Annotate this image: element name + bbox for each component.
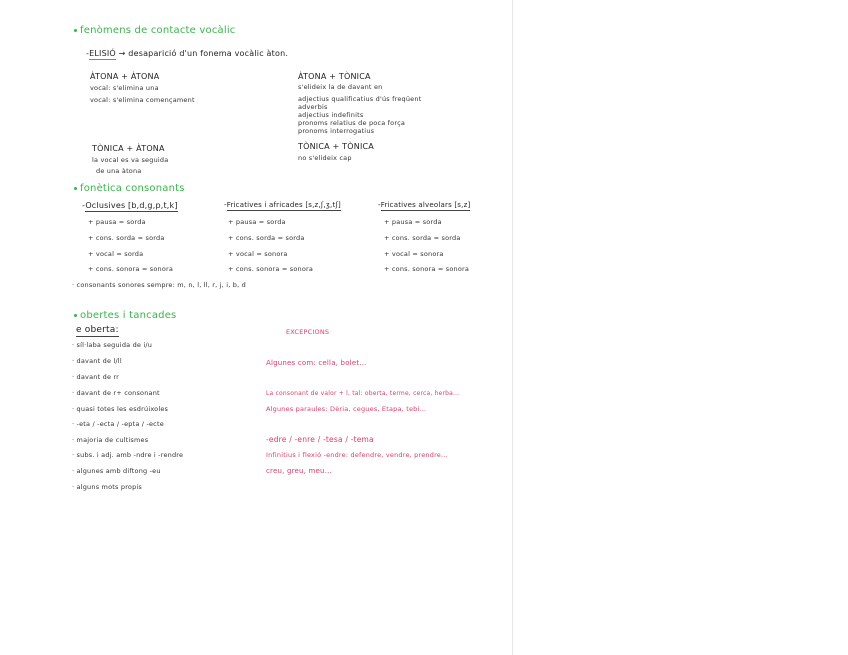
col2-item: + cons. sorda = sorda — [228, 234, 305, 242]
rule-item: · alguns mots propis — [72, 483, 143, 491]
rule-item: · subs. i adj. amb -ndre i -rendre — [72, 451, 184, 459]
atona-tonica-line: adverbis — [298, 103, 328, 111]
col1-item: + cons. sonora = sonora — [88, 265, 174, 273]
exception-item: Infinitius i flexió -endre: defendre, vendre, prendre... — [266, 451, 448, 459]
rule-item: · algunes amb diftong -eu — [72, 467, 161, 475]
rule-item: · davant de r+ consonant — [72, 389, 160, 397]
exception-item: -edre / -enre / -tesa / -tema — [266, 435, 374, 444]
atona-tonica-line: s'elideix la de davant en — [298, 83, 383, 91]
col3-heading: -Fricatives alveolars [s,z] — [378, 201, 471, 209]
col1-item: + vocal = sorda — [88, 250, 144, 258]
col1-item: + pausa = sorda — [88, 218, 146, 226]
rule-item: · davant de l/ll — [72, 357, 122, 365]
atona-atona-line: vocal: s'elimina començament — [90, 96, 195, 104]
rule-item: · majoria de cultismes — [72, 436, 149, 444]
atona-tonica-heading: ÀTONA + TÒNICA — [298, 72, 371, 81]
col1-heading: -Oclusives [b,d,g,p,t,k] — [82, 201, 178, 210]
exception-item: Algunes paraules: Dèria, cegues, Etapa, tebi... — [266, 405, 427, 413]
col2-heading: -Fricatives i africades [s,z,ʃ,ʒ,tʃ] — [224, 201, 341, 209]
bullet-dot — [74, 187, 77, 190]
col3-item: + pausa = sorda — [384, 218, 442, 226]
elisio-label: ELISIÓ — [89, 49, 116, 58]
atona-tonica-line: pronoms relatius de poca força — [298, 119, 406, 127]
col2-item: + pausa = sorda — [228, 218, 286, 226]
tonica-atona-line: de una àtona — [96, 167, 142, 175]
col1-item: + cons. sorda = sorda — [88, 234, 165, 242]
col2-item: + cons. sonora = sonora — [228, 265, 314, 273]
elisio-definition: desaparició d'un fonema vocàlic àton. — [128, 49, 289, 58]
voiced-consonants-note: · consonants sonores sempre: m, n, l, ll, r, j, i, b, d — [72, 281, 246, 289]
section-title-consonant-phonetics: fonètica consonants — [74, 184, 185, 194]
col2-item: + vocal = sonora — [228, 250, 288, 258]
tonica-atona-heading: TÒNICA + ÀTONA — [92, 144, 165, 153]
bullet-dot — [74, 29, 77, 32]
elisio-line: -ELISIÓ → desaparició d'un fonema vocàlic àton. — [86, 49, 289, 58]
tonica-atona-line: la vocal es va seguida — [92, 156, 169, 164]
exception-item: La consonant de valor + l, tal: oberta, terme, cerca, herba... — [266, 390, 460, 397]
tonica-tonica-line: no s'elideix cap — [298, 154, 352, 162]
col3-item: + cons. sorda = sorda — [384, 234, 461, 242]
atona-tonica-line: pronoms interrogatius — [298, 127, 375, 135]
rule-item: · síl·laba seguida de i/u — [72, 341, 153, 349]
rule-item: · -eta / -ecta / -epta / -ecte — [72, 420, 164, 428]
atona-tonica-line: adjectius indefinits — [298, 111, 364, 119]
tonica-tonica-heading: TÒNICA + TÒNICA — [298, 142, 374, 151]
col3-item: + cons. sonora = sonora — [384, 265, 470, 273]
bullet-dot — [74, 314, 77, 317]
exception-item: Algunes com: cella, bolet... — [266, 359, 367, 367]
atona-atona-heading: ÀTONA + ÀTONA — [90, 72, 160, 81]
rule-item: · davant de rr — [72, 373, 120, 381]
exceptions-label: EXCEPCIONS — [286, 328, 330, 336]
rule-item: · quasi totes les esdrúixoles — [72, 405, 169, 413]
atona-atona-line: vocal: s'elimina una — [90, 84, 159, 92]
exception-item: creu, greu, meu... — [266, 467, 332, 475]
atona-tonica-line: adjectius qualificatius d'ús freqüent — [298, 95, 422, 103]
col3-item: + vocal = sonora — [384, 250, 444, 258]
e-oberta-heading: e oberta: — [76, 325, 119, 335]
section-title-vowel-contact: fenòmens de contacte vocàlic — [74, 26, 236, 36]
page-edge — [512, 0, 513, 655]
section-title-open-closed: obertes i tancades — [74, 311, 176, 321]
